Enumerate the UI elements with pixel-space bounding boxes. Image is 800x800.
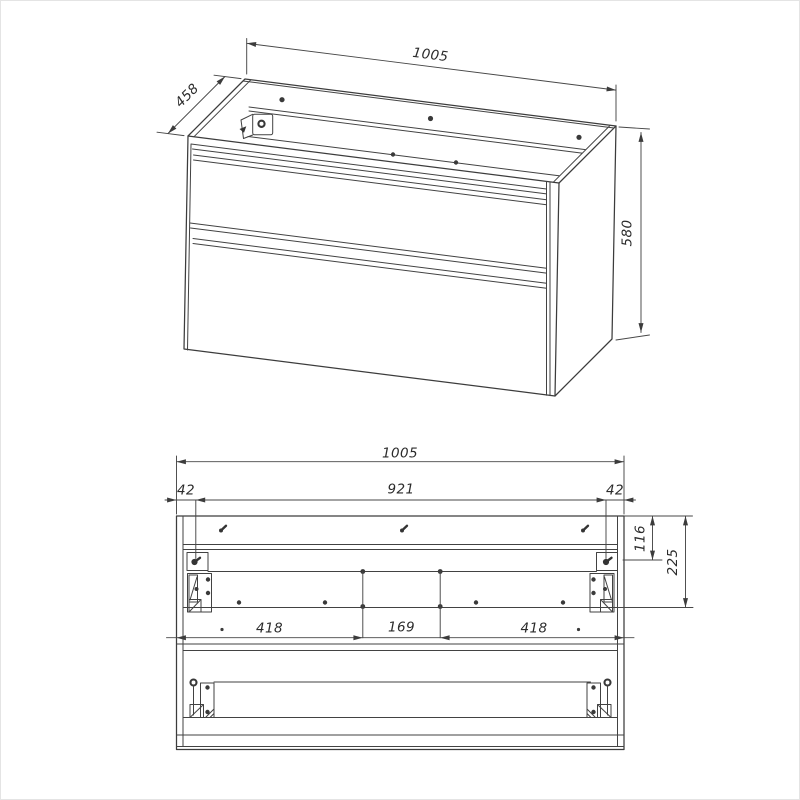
mounting-bracket-right: [597, 553, 618, 571]
front-left-span-label: 418: [256, 620, 283, 637]
iso-width-label: 1005: [411, 44, 450, 66]
front-elevation-view: [165, 446, 693, 750]
cabinet-technical-drawing: [1, 1, 799, 799]
bracket-pointer-icon: [240, 126, 247, 133]
wall-bracket: [240, 114, 273, 138]
front-dimension-bracket-offsets: [165, 482, 636, 559]
front-right-span-label: 418: [520, 620, 548, 637]
isometric-view: [157, 39, 650, 397]
front-center-width-label: 921: [387, 481, 415, 498]
mounting-bracket-left: [187, 553, 208, 571]
front-dimension-heights: [618, 516, 694, 608]
drawer-slide-left: [188, 574, 212, 613]
hanging-rail: [183, 545, 618, 550]
front-dimension-slide-spacing: [167, 572, 635, 638]
front-overall-width-label: 1005: [382, 445, 418, 462]
iso-dimension-height: [616, 127, 650, 340]
iso-dimension-depth: [157, 75, 241, 135]
iso-depth-label: 458: [171, 80, 203, 111]
front-top-height-label: 116: [632, 525, 649, 552]
front-dimension-overall-width: [177, 446, 625, 515]
iso-height-label: 580: [619, 219, 636, 247]
lower-slide-left: [190, 680, 214, 718]
drawer-slide-right: [590, 574, 614, 613]
front-right-offset-label: 42: [606, 482, 624, 499]
lower-slide-right: [587, 680, 611, 718]
drawer-front-bottom: [190, 182, 550, 396]
front-left-offset-label: 42: [177, 482, 195, 499]
front-center-span-label: 169: [388, 619, 415, 636]
iso-dimension-width: [247, 39, 616, 122]
front-bracket-height-label: 225: [665, 548, 681, 576]
rail-screw-marks: [219, 526, 588, 533]
lower-drawer-internals: [177, 644, 625, 747]
